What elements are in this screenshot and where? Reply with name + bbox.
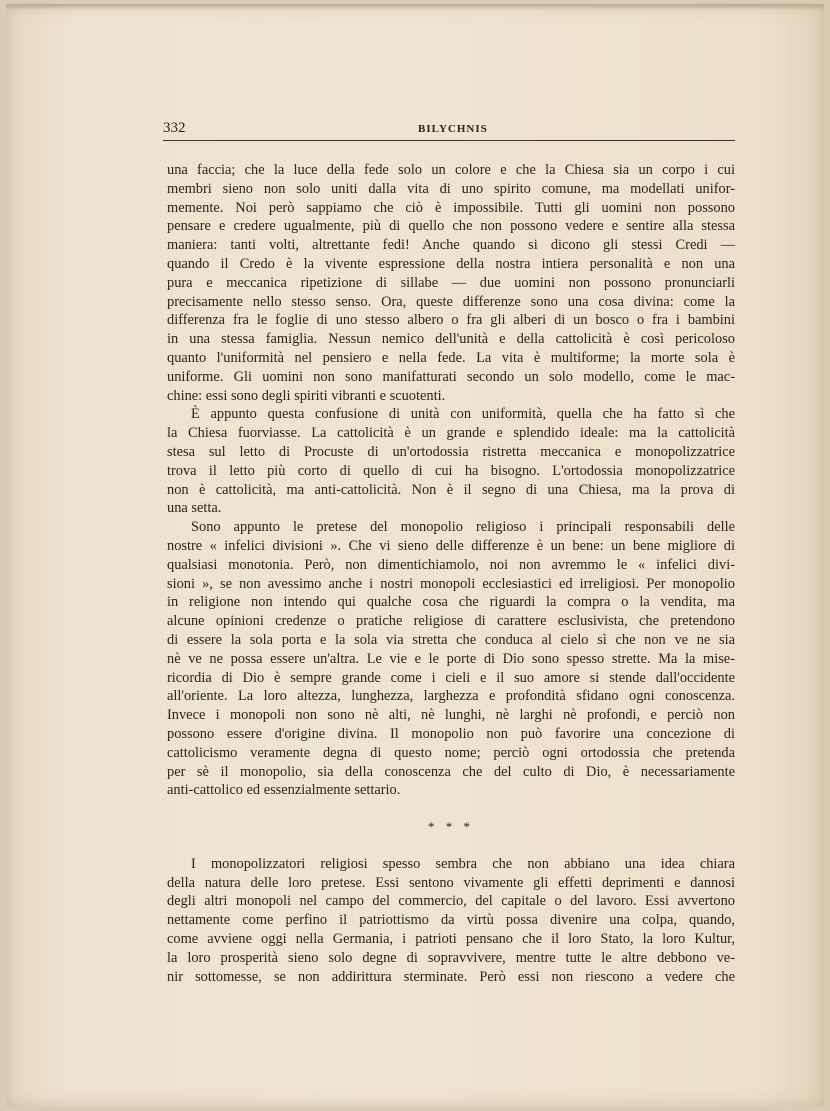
running-head: BILYCHNIS (418, 123, 488, 135)
text-line: cattolicismo veramente degna di questo nome; perciò ogni ortodossia che pretenda (167, 744, 735, 761)
text-line: differenza fra le foglie di uno stesso albero o fra gli alberi di un bosco o fra i bambini (167, 312, 735, 329)
text-line: qualsiasi monotonia. Però, non dimentichiamolo, noi non avremmo le « infelici divi- (167, 556, 735, 573)
text-line: per sè il monopolio, sia della conoscenza che del culto di Dio, è necessariamente (167, 763, 735, 780)
text-line: nir sottomesse, se non addirittura sterminate. Però essi non riescono a vedere che (167, 968, 735, 985)
text-line: quanto l'uniformità nel pensiero e nella fede. La vita è multiforme; la morte sola è (167, 349, 735, 366)
text-line: ricordia di Dio è sempre grande come i cieli e il suo amore si stende dall'occidente (167, 669, 735, 686)
text-line: della natura delle loro pretese. Essi sentono vivamente gli effetti deprimenti e dannosi (167, 874, 735, 891)
text-line: possono essere d'origine divina. Il monopolio non può favorire una concezione di (167, 725, 735, 742)
book-page (6, 4, 824, 1107)
text-line: È appunto questa confusione di unità con uniformità, quella che ha fatto sì che (191, 406, 735, 423)
text-line: stesa sul letto di Procuste di un'ortodossia ristretta meccanica e monopolizzatrice (167, 443, 735, 460)
text-line: di essere la sola porta e la sola via stretta che conduca al cielo sì che non ve ne sia (167, 631, 735, 648)
text-line: nostre « infelici divisioni ». Che vi sieno delle differenze è un bene: un bene migliore di (167, 537, 735, 554)
page-number: 332 (163, 120, 186, 136)
text-line: membri sieno non solo uniti dalla vita di uno spirito comune, ma modellati unifor- (167, 180, 735, 197)
text-line: degli altri monopoli nel campo del commercio, del capitale o del lavoro. Essi avvertono (167, 893, 735, 910)
text-line: trova il letto più corto di quello di cui ha bisogno. L'ortodossia monopolizzatrice (167, 462, 735, 479)
text-line: Invece i monopoli non sono nè alti, nè lunghi, nè larghi nè profondi, e perciò non (167, 707, 735, 724)
text-line: all'oriente. La loro altezza, lunghezza, larghezza e profondità sfidano ogni conoscenza. (167, 688, 735, 705)
text-line: uniforme. Gli uomini non sono manifatturati secondo un solo modello, come le mac- (167, 368, 735, 385)
text-line: in una stessa famiglia. Nessun nemico dell'unità e della cattolicità è così pericoloso (167, 331, 735, 348)
text-line: pura e meccanica ripetizione di sillabe — due uomini non possono pronunciarli (167, 274, 735, 291)
text-line: una faccia; che la luce della fede solo un colore e che la Chiesa sia un corpo i cui (167, 162, 735, 178)
text-line: I monopolizzatori religiosi spesso sembra che non abbiano una idea chiara (191, 855, 735, 872)
text-line: chine: essi sono degli spiriti vibranti e scuotenti. (167, 387, 446, 404)
page-top-edge (6, 4, 824, 10)
text-line: anti-cattolico ed essenzialmente settario. (167, 782, 401, 799)
text-line: nettamente come perfino il patriottismo da virtù possa divenire una colpa, quando, (167, 912, 735, 929)
section-separator: * * * (428, 819, 474, 835)
body-text (167, 161, 735, 986)
text-line: sioni », se non avessimo anche i nostri monopoli ecclesiastici ed irreligiosi. Per monopolio (167, 575, 735, 592)
text-line: non è cattolicità, ma anti-cattolicità. Non è il segno di una Chiesa, ma la prova di (167, 481, 735, 498)
text-line: come avviene oggi nella Germania, i patrioti pensano che il loro Stato, la loro Kultur, (167, 931, 735, 948)
page-header (163, 120, 735, 141)
text-line: memente. Noi però sappiamo che ciò è impossibile. Tutti gli uomini non possono (167, 199, 735, 216)
text-line: pensare e credere ugualmente, più di quello che non possono vedere e sentire alla stessa (167, 218, 735, 235)
text-line: alcune opinioni credenze o pratiche religiose di carattere esclusivista, che pretendono (167, 613, 735, 630)
text-line: precisamente nello stesso senso. Ora, queste differenze sono una cosa divina: come la (167, 293, 735, 310)
text-line: una setta. (167, 500, 222, 517)
text-line: maniera: tanti volti, altrettante fedi! Anche quando si dicono gli stessi Credi — (167, 237, 735, 254)
text-line: la Chiesa fuorviasse. La cattolicità è un grande e splendido ideale: ma la cattolicità (167, 425, 735, 442)
text-line: quando il Credo è la vivente espressione della nostra intiera personalità e non una (167, 255, 735, 272)
text-line: Sono appunto le pretese del monopolio religioso i principali responsabili delle (191, 519, 735, 536)
text-line: la loro prosperità sieno solo degne di sopravvivere, mentre tutte le altre debbono ve- (167, 949, 735, 966)
text-line: nè ve ne possa essere un'altra. Le vie e le porte di Dio sono spesso strette. Ma la mise- (167, 650, 735, 667)
text-line: in religione non intendo qui qualche cosa che riguardi la compra o la vendita, ma (167, 594, 735, 611)
